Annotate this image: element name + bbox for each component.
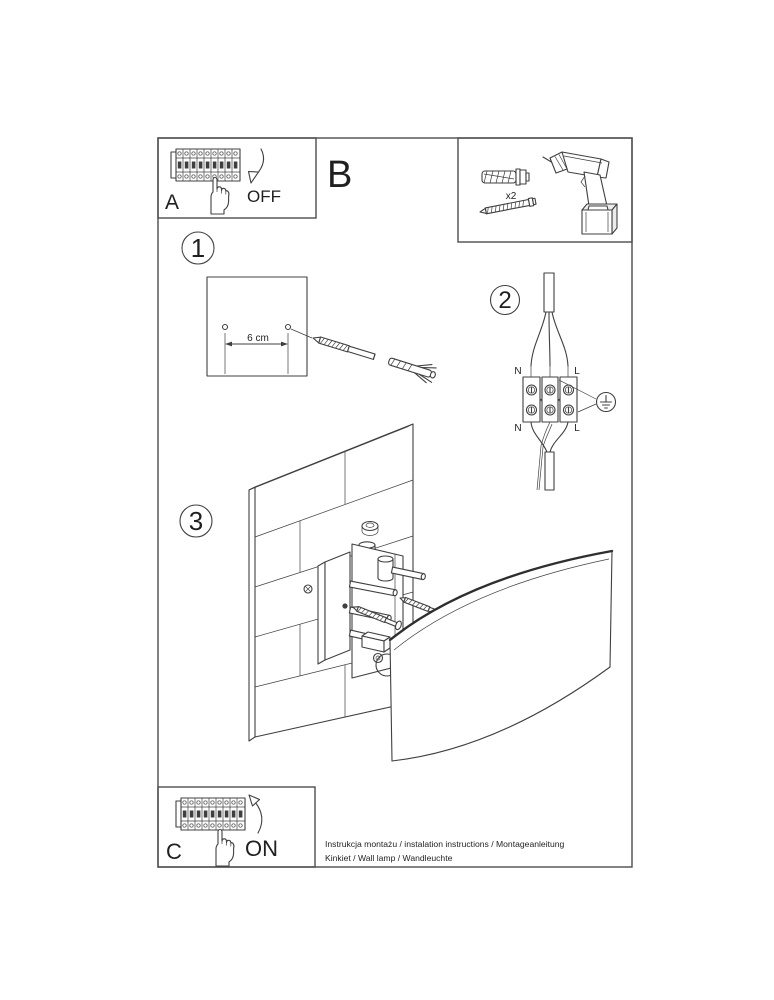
glass-shade-illustration <box>390 551 612 761</box>
step-2-number: 2 <box>498 287 512 314</box>
power-cable-icon <box>531 273 568 377</box>
breaker-panel-icon <box>171 149 240 181</box>
drill-icon <box>543 152 617 234</box>
leader-line <box>291 329 312 338</box>
footer-line-1: Instrukcja montażu / instalation instructions / Montageanleitung <box>325 839 565 849</box>
hole-right <box>286 325 291 330</box>
footer-text <box>325 839 565 863</box>
curved-arrow-up-icon <box>249 795 262 833</box>
breaker-panel-icon <box>176 798 245 830</box>
panel-b-label: B <box>327 154 353 196</box>
wall-plug-step1-icon <box>386 352 438 385</box>
label-n-top: N <box>514 366 522 377</box>
panel-a <box>165 149 281 214</box>
label-l-top: L <box>574 366 580 377</box>
pointing-hand-icon <box>216 830 234 867</box>
panel-a-label: A <box>165 191 180 214</box>
hole-left <box>223 325 228 330</box>
terminal-block-icon <box>523 377 577 422</box>
tools-contents <box>479 152 617 234</box>
screw-into-plug-icon <box>312 335 375 360</box>
step-1 <box>182 232 438 385</box>
step-3-number: 3 <box>188 506 204 536</box>
pointing-hand-icon <box>211 178 229 215</box>
step-2 <box>491 273 616 490</box>
dimension-label: 6 cm <box>247 333 269 344</box>
panel-c <box>166 795 278 866</box>
panel-a-action: OFF <box>247 187 281 206</box>
wall-plug-icon <box>482 169 529 185</box>
curved-arrow-down-icon <box>249 149 264 183</box>
label-l-bottom: L <box>574 423 580 434</box>
panel-c-action: ON <box>245 836 278 861</box>
outgoing-wires-icon <box>531 422 568 490</box>
footer-line-2: Kinkiet / Wall lamp / Wandleuchte <box>325 853 453 863</box>
label-n-bottom: N <box>514 423 522 434</box>
tools-quantity: x2 <box>505 191 517 202</box>
step-1-number: 1 <box>190 233 206 263</box>
panel-c-label: C <box>166 839 182 864</box>
